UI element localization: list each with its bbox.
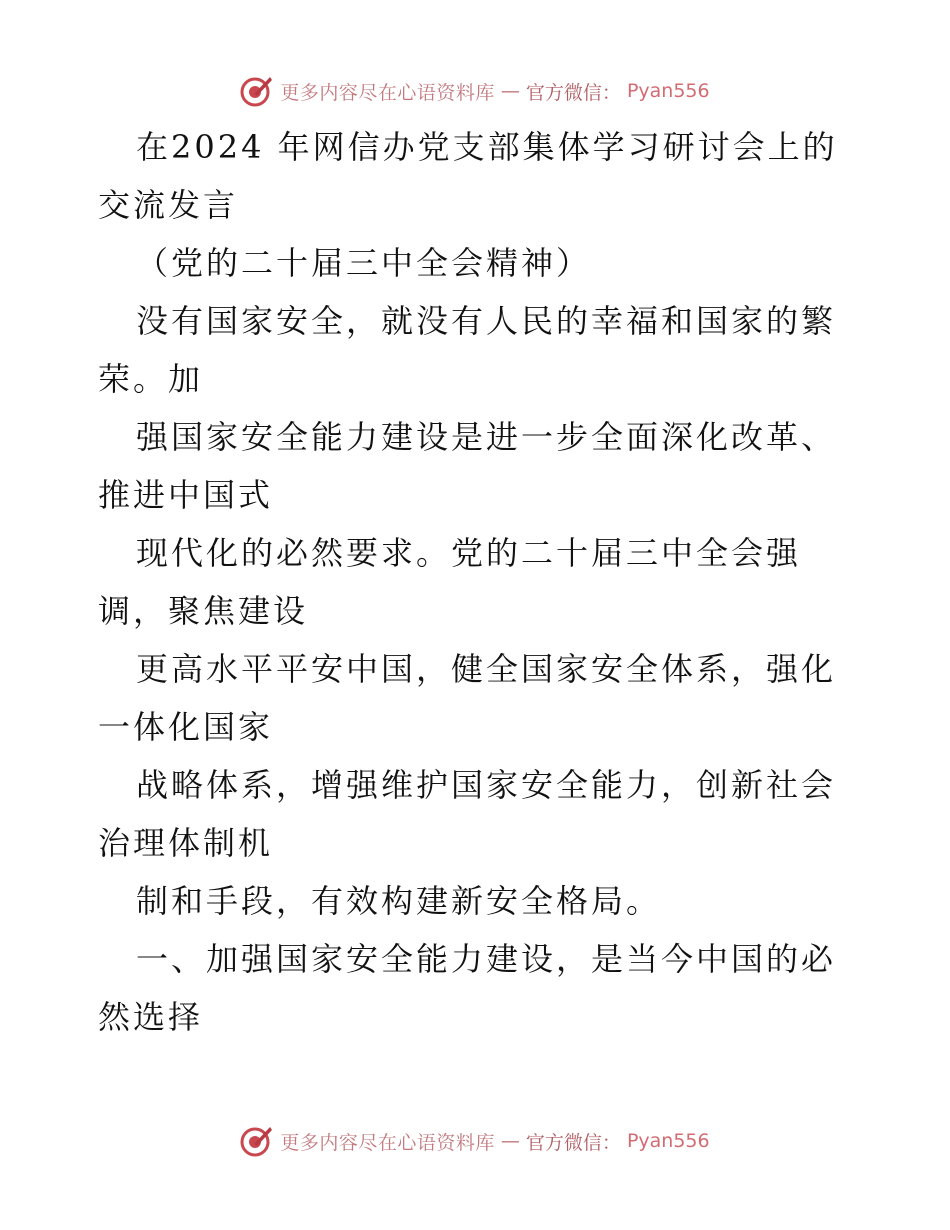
- document-title: 在2024 年网信办党支部集体学习研讨会上的交流发言: [98, 128, 838, 224]
- document-subtitle: （党的二十届三中全会精神）: [136, 244, 592, 282]
- quill-logo-icon: [240, 74, 274, 108]
- watermark-text: 更多内容尽在心语资料库: [280, 1131, 495, 1154]
- body-paragraph: 更高水平平安中国，健全国家安全体系，强化一体化国家: [98, 650, 837, 746]
- watermark-account: Pyan556: [626, 1130, 710, 1152]
- section-heading: 一、加强国家安全能力建设，是当今中国的必然选择: [98, 940, 837, 1036]
- watermark-account: Pyan556: [626, 80, 710, 102]
- body-paragraph: 现代化的必然要求。党的二十届三中全会强调，聚焦建设: [98, 534, 802, 630]
- header-watermark: [0, 74, 950, 108]
- watermark-text: 更多内容尽在心语资料库: [280, 81, 495, 104]
- body-paragraph: 没有国家安全，就没有人民的幸福和国家的繁荣。加: [98, 302, 837, 398]
- footer-watermark: [0, 1124, 950, 1158]
- watermark-account-label: 官方微信：: [525, 1131, 621, 1154]
- quill-logo-icon: [240, 1124, 274, 1158]
- body-paragraph: 强国家安全能力建设是进一步全面深化改革、推进中国式: [98, 418, 837, 514]
- watermark-account-label: 官方微信：: [525, 81, 621, 104]
- watermark-dash: —: [500, 1130, 520, 1152]
- body-paragraph: 战略体系，增强维护国家安全能力，创新社会治理体制机: [98, 766, 837, 862]
- body-paragraph: 制和手段，有效构建新安全格局。: [136, 882, 662, 920]
- document-body: [98, 118, 858, 1046]
- watermark-dash: —: [500, 80, 520, 102]
